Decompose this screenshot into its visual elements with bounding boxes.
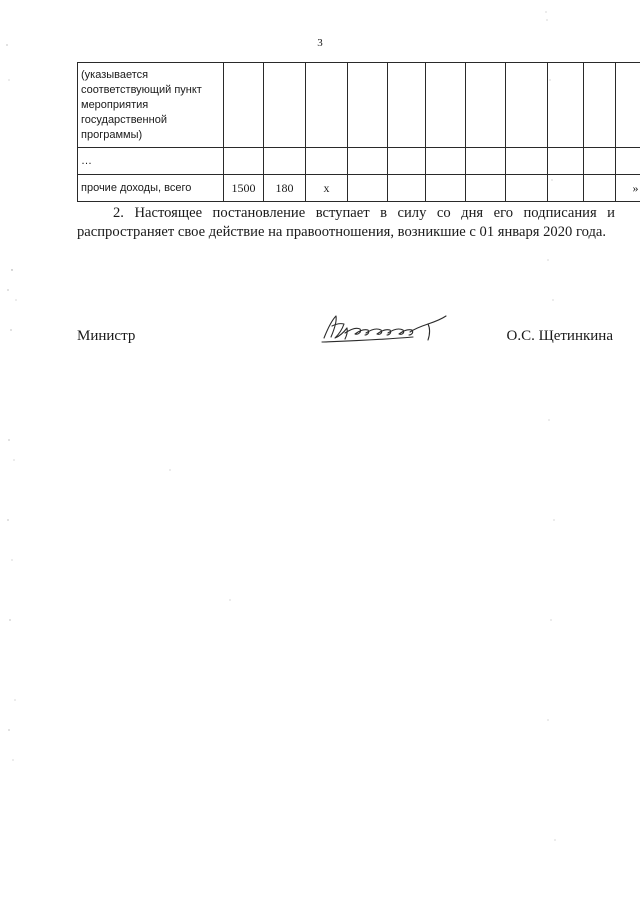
table-cell [426,175,466,202]
table-row [78,148,640,175]
table-cell [548,148,584,175]
table-cell [548,175,584,202]
signatory-name: О.С. Щетинкина [506,328,613,344]
closing-quote: » [616,175,640,202]
table-cell [584,175,616,202]
table-cell [466,175,506,202]
table-cell: х [306,175,348,202]
table-cell [466,63,506,148]
table-cell [348,175,388,202]
table-cell [506,148,548,175]
row-label: прочие доходы, всего [78,175,224,202]
table-cell [388,148,426,175]
table-cell [506,175,548,202]
signatory-title: Министр [77,328,136,344]
table-cell [224,63,264,148]
row-label: (указывается соответствующий пункт мероприятия государственной программы) [78,63,224,148]
table-cell [616,63,640,148]
table-cell [616,148,640,175]
table-cell [264,148,306,175]
table-row [78,63,640,148]
table-cell [306,148,348,175]
table-cell [426,148,466,175]
table-cell [264,63,306,148]
table-cell [348,148,388,175]
table-cell [348,63,388,148]
table-row [78,175,640,202]
table-cell [306,63,348,148]
table-cell [584,63,616,148]
table-cell [548,63,584,148]
table-cell [388,63,426,148]
table-cell: 1500 [224,175,264,202]
table-cell [426,63,466,148]
table-cell [584,148,616,175]
table-cell [466,148,506,175]
table-cell [506,63,548,148]
data-table [77,62,640,202]
handwritten-signature [318,308,458,348]
page-number: 3 [317,37,323,49]
table-cell: 180 [264,175,306,202]
table-cell [388,175,426,202]
table-cell [224,148,264,175]
resolution-paragraph: 2. Настоящее постановление вступает в силу со дня его подписания и распространяет свое действие на правоотношения, возникшие с 01 января 2020 года. [77,205,615,240]
row-label: … [78,148,224,175]
